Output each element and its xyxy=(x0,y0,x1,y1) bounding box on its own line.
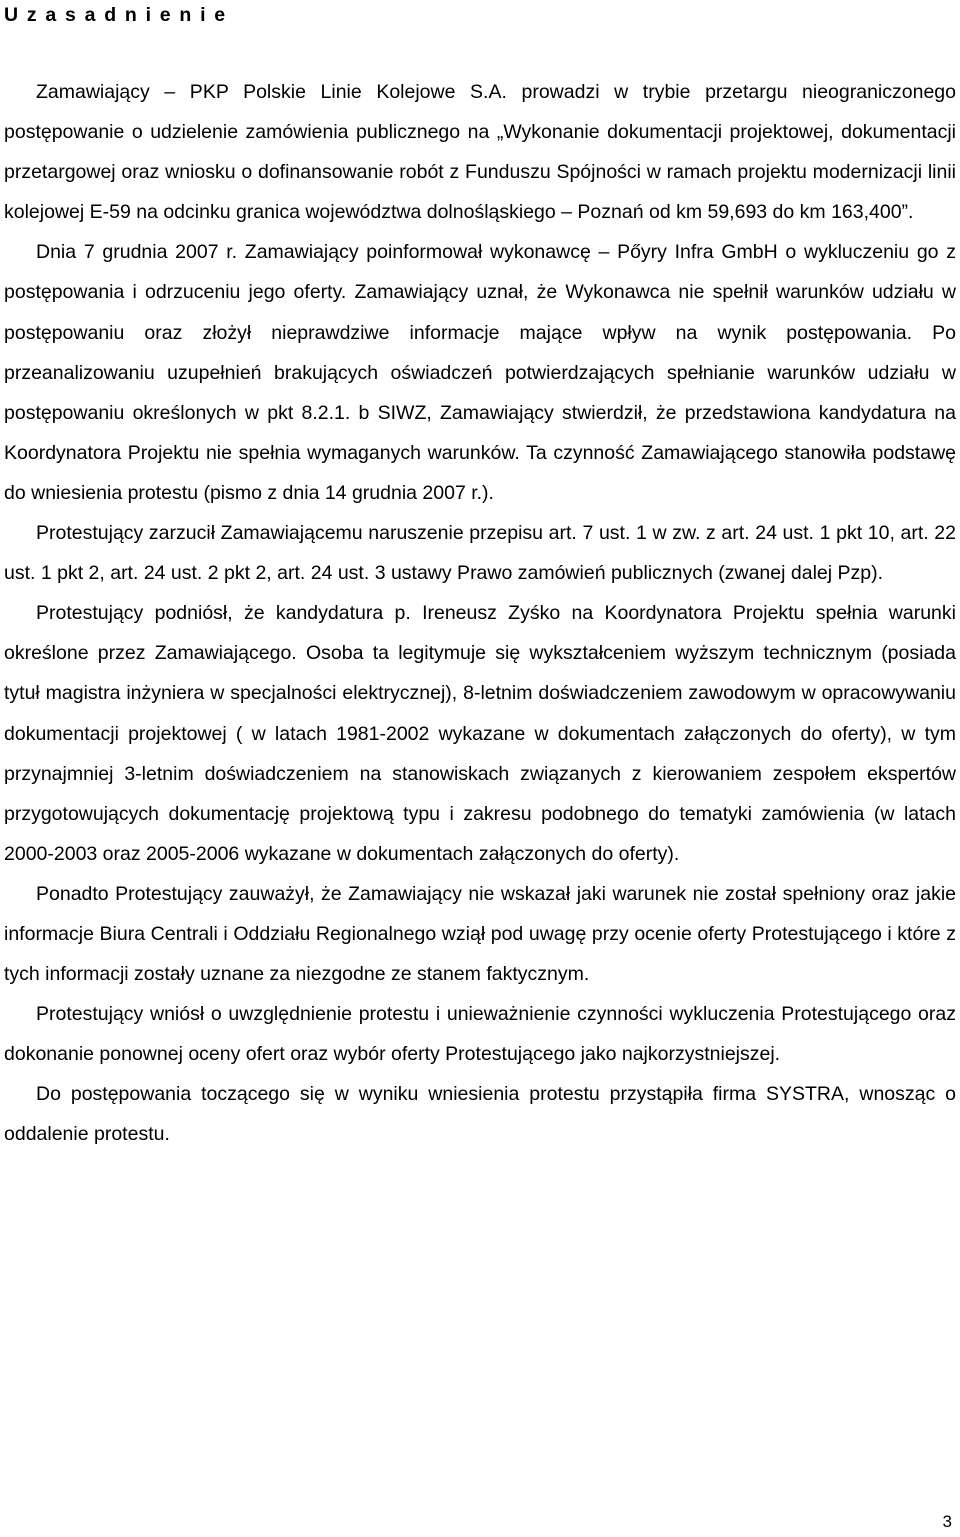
paragraph-allegations: Protestujący zarzucił Zamawiającemu naruszenie przepisu art. 7 ust. 1 w zw. z art. 24 ust. 1 pkt 10, art. 22 ust. 1 pkt 2, art. 24 ust. 2 pkt 2, art. 24 ust. 3 ustawy Prawo zamówień publicznych (zwanej dalej Pzp). xyxy=(4,522,956,585)
document-body xyxy=(4,72,956,1155)
paragraph-additional-objections: Ponadto Protestujący zauważył, że Zamawiający nie wskazał jaki warunek nie został spełniony oraz jakie informacje Biura Centrali i Oddziału Regionalnego wziął pod uwagę przy ocenie oferty Protestującego i które z tych informacji zostały uznane za niezgodne ze stanem faktycznym. xyxy=(4,882,956,986)
page-number: 3 xyxy=(942,1512,952,1531)
paragraph-requests: Protestujący wniósł o uwzględnienie protestu i unieważnienie czynności wykluczenia Protestującego oraz dokonanie ponownej oceny ofert oraz wybór oferty Protestującego jako najkorzystniejszej. xyxy=(4,1003,956,1066)
paragraph-introduction: Zamawiający – PKP Polskie Linie Kolejowe S.A. prowadzi w trybie przetargu nieograniczonego postępowanie o udzielenie zamówienia publicznego na „Wykonanie dokumentacji projektowej, dokumentacji przetargowej oraz wniosku o dofinansowanie robót z Funduszu Spójności w ramach projektu modernizacji linii kolejowej E-59 na odcinku granica województwa dolnośląskiego – Poznań od km 59,693 do km 163,400”. xyxy=(4,81,956,224)
section-heading: Uzasadnienie xyxy=(4,4,234,26)
document-page xyxy=(4,0,956,1537)
paragraph-intervention: Do postępowania toczącego się w wyniku wniesienia protestu przystąpiła firma SYSTRA, wnosząc o oddalenie protestu. xyxy=(4,1083,956,1146)
paragraph-exclusion: Dnia 7 grudnia 2007 r. Zamawiający poinformował wykonawcę – Pőyry Infra GmbH o wykluczeniu go z postępowania i odrzuceniu jego oferty. Zamawiający uznał, że Wykonawca nie spełnił warunków udziału w postępowaniu oraz złożył nieprawdziwe informacje mające wpływ na wynik postępowania. Po przeanalizowaniu uzupełnień brakujących oświadczeń potwierdzających spełnianie warunków udziału w postępowaniu określonych w pkt 8.2.1. b SIWZ, Zamawiający stwierdził, że przedstawiona kandydatura na Koordynatora Projektu nie spełnia wymaganych warunków. Ta czynność Zamawiającego stanowiła podstawę do wniesienia protestu (pismo z dnia 14 grudnia 2007 r.). xyxy=(4,241,956,504)
paragraph-candidate-qualifications: Protestujący podniósł, że kandydatura p. Ireneusz Zyśko na Koordynatora Projektu spełnia warunki określone przez Zamawiającego. Osoba ta legitymuje się wykształceniem wyższym technicznym (posiada tytuł magistra inżyniera w specjalności elektrycznej), 8-letnim doświadczeniem zawodowym w opracowywaniu dokumentacji projektowej ( w latach 1981-2002 wykazane w dokumentach załączonych do oferty), w tym przynajmniej 3-letnim doświadczeniem na stanowiskach związanych z kierowaniem zespołem ekspertów przygotowujących dokumentację projektową typu i zakresu podobnego do tematyki zamówienia (w latach 2000-2003 oraz 2005-2006 wykazane w dokumentach załączonych do oferty). xyxy=(4,602,956,865)
